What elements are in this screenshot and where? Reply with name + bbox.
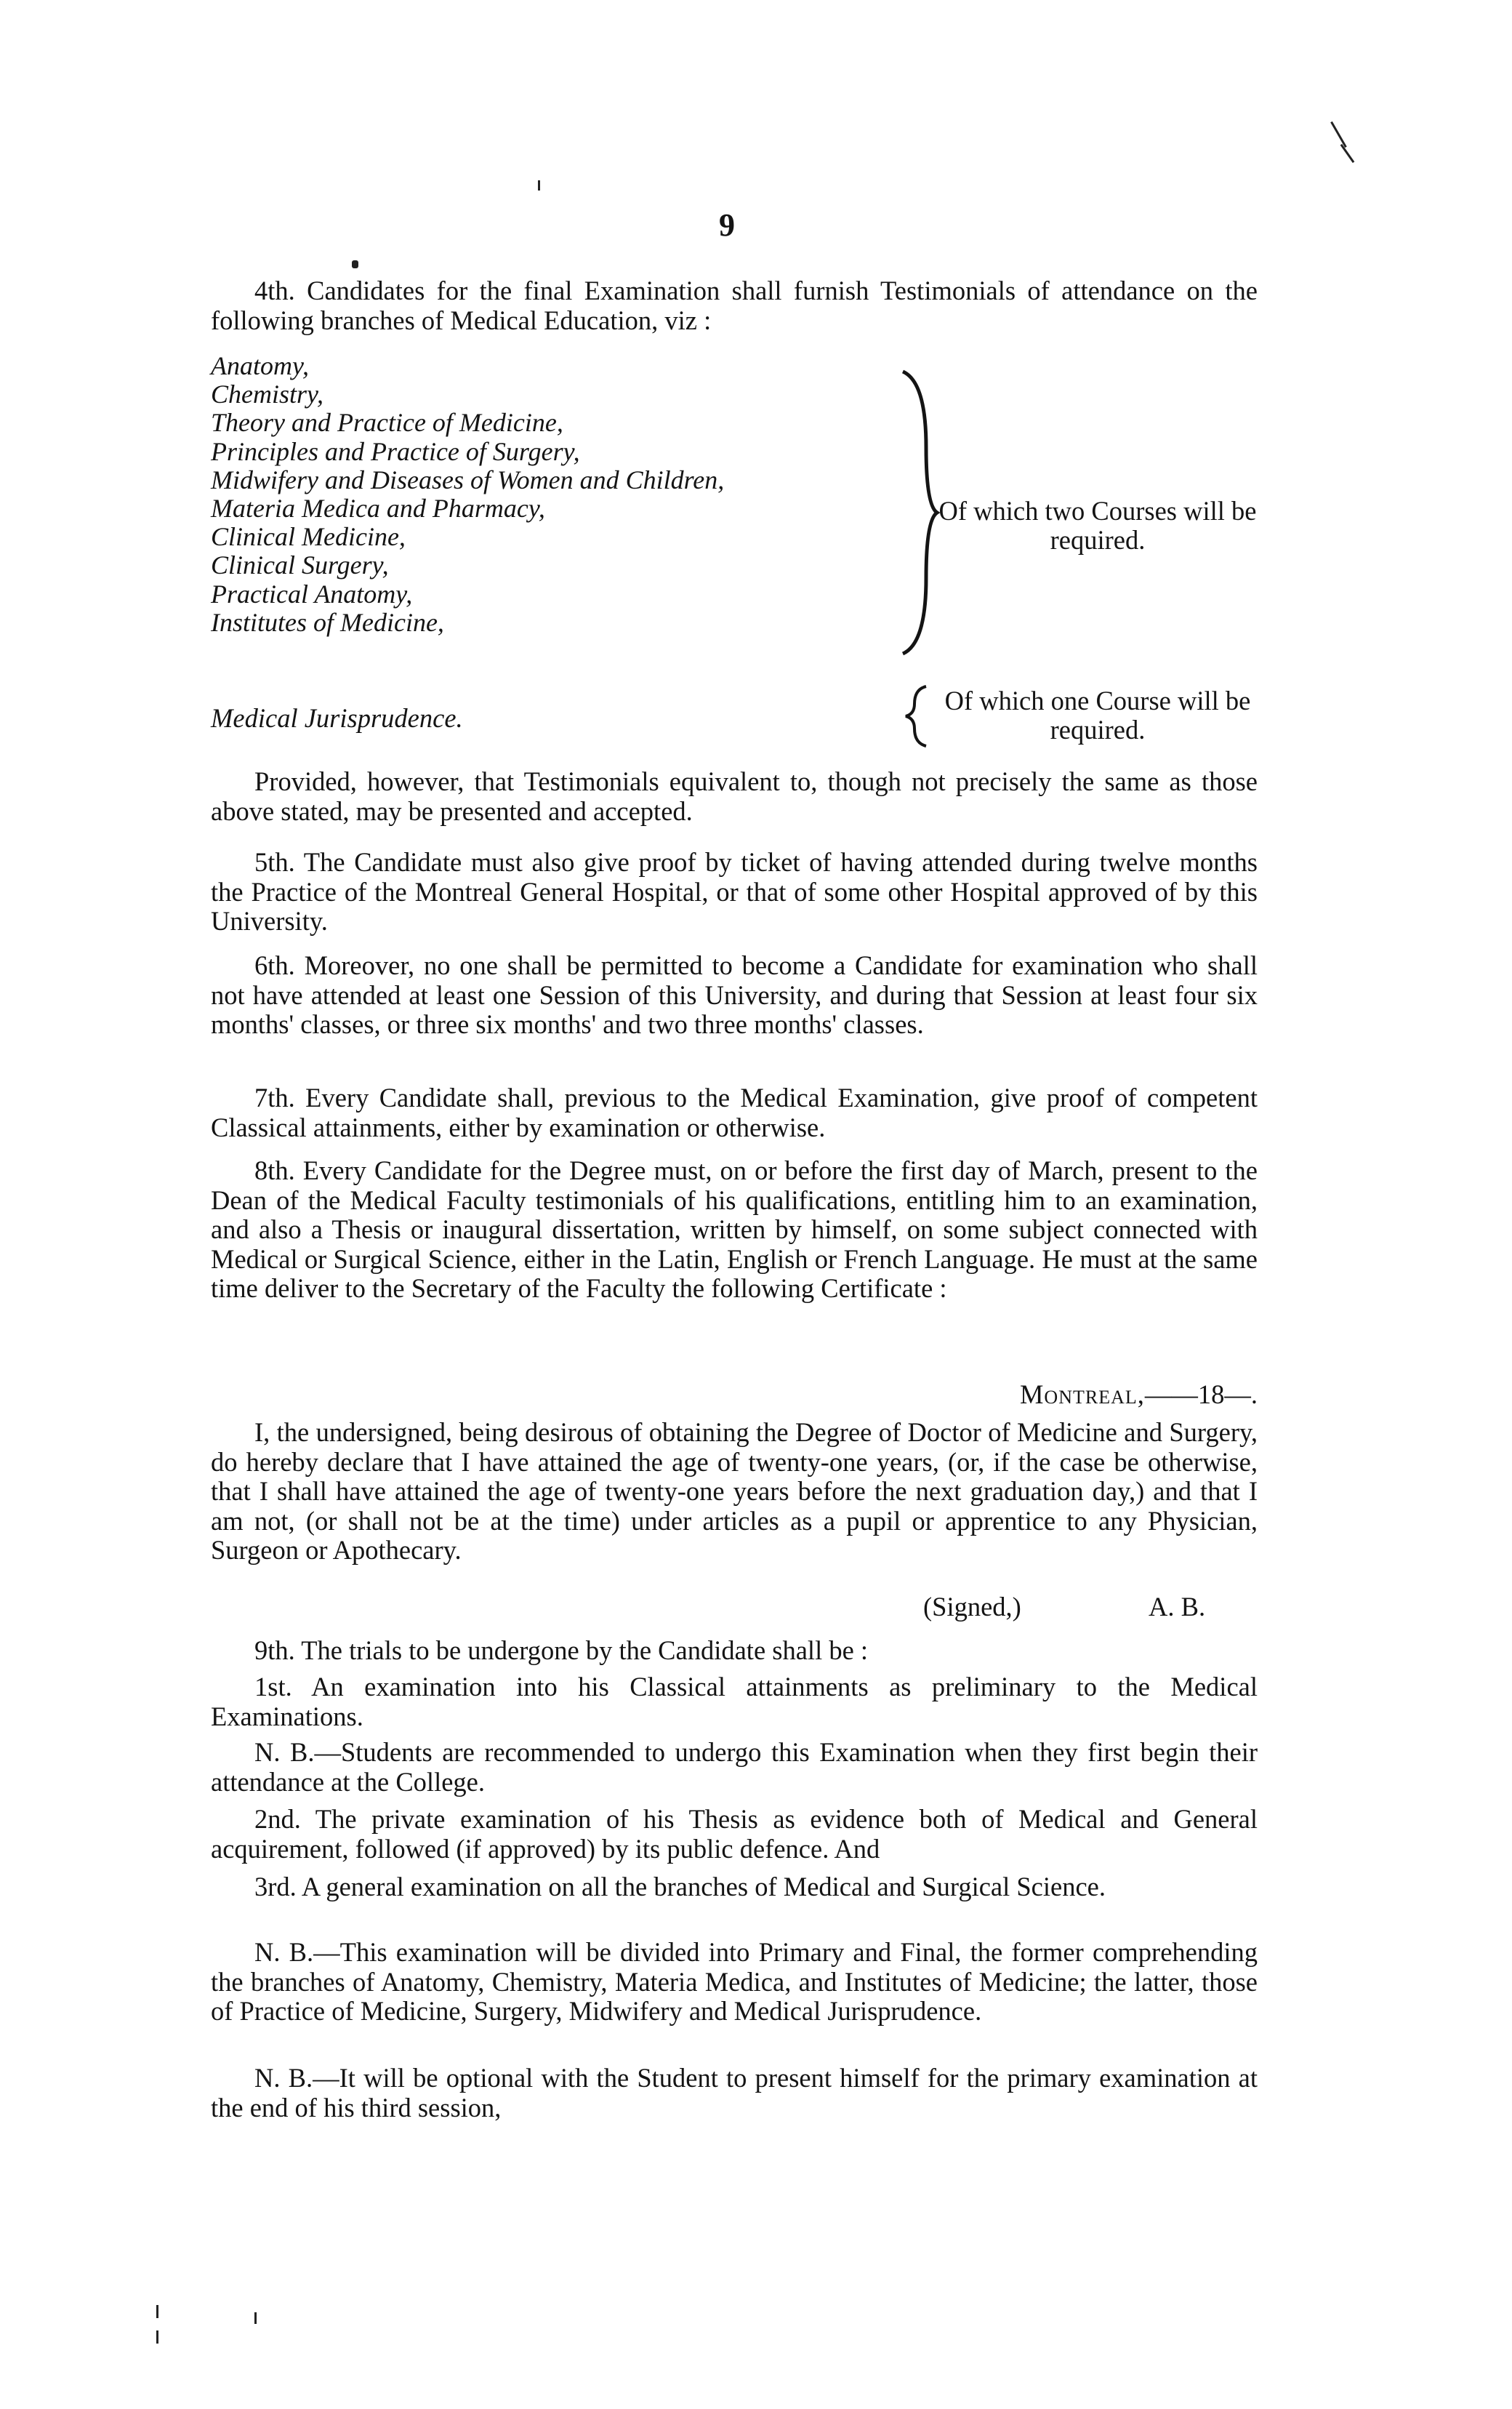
paragraph-8th-text: 8th. Every Candidate for the Degree must, on or before the first day of March, present to the Dean of the Medical Faculty testimonials of his qualifications, entitling him to an examination, and also a Thesis or inaugural dissertation, written by himself, on some subject connected with Medical or Surgical Science, either in the Latin, English or French Language. He must at the same time deliver to the Secretary of the Faculty the following Certificate : [211,1155,1258,1303]
paragraph-4th [211,276,1258,335]
medical-jurisprudence: Medical Jurisprudence. [211,703,463,733]
paragraph-7th [211,1083,1258,1142]
stray-mark [1340,144,1355,163]
paragraph-4th-text: 4th. Candidates for the final Examination shall furnish Testimonials of attendance on the following branches of Medical Education, viz : [211,276,1258,335]
subject-item: Theory and Practice of Medicine, [211,408,563,438]
subject-item: Practical Anatomy, [211,579,413,609]
trial-2nd [211,1805,1258,1864]
stray-mark [538,180,540,191]
stray-mark [352,260,358,268]
note-nb-3-text: N. B.—It will be optional with the Student to present himself for the primary examination at the end of his third session, [211,2063,1258,2123]
subject-item: Clinical Surgery, [211,550,389,580]
subject-item: Clinical Medicine, [211,522,406,552]
paragraph-6th-text: 6th. Moreover, no one shall be permitted to become a Candidate for examination who shall not have attended at least one Session of this University, and during that Session at least four six months' classes, or three six months' and two three months' classes. [211,950,1258,1039]
note-nb-1 [211,1738,1258,1797]
note-two-courses: Of which two Courses will be required. [938,496,1257,555]
paragraph-provided [211,767,1258,826]
note-nb-2 [211,1938,1258,2027]
certificate-date: ——18—. [1144,1379,1258,1409]
paragraph-9th-text: 9th. The trials to be undergone by the Candidate shall be : [254,1635,869,1665]
subject-item: Principles and Practice of Surgery, [211,436,580,466]
note-nb-2-text: N. B.—This examination will be divided into Primary and Final, the former comprehending the branches of Anatomy, Chemistry, Materia Medica, and Institutes of Medicine; the latter, those of Practice of Medicine, Surgery, Midwifery and Medical Jurisprudence. [211,1937,1258,2026]
stray-mark [1330,121,1347,148]
trial-3rd [211,1872,1258,1902]
subject-item: Chemistry, [211,380,324,409]
certificate-dateline [872,1380,1258,1410]
signed-label: (Signed,) [923,1592,1021,1622]
subject-item: Institutes of Medicine, [211,607,444,637]
signed-name: A. B. [1149,1592,1206,1622]
certificate-text [211,1418,1258,1566]
paragraph-5th [211,848,1258,937]
note-nb-1-text: N. B.—Students are recommended to undergo this Examination when they first begin their attendance at the College. [211,1737,1258,1797]
trial-1st-text: 1st. An examination into his Classical attainments as preliminary to the Medical Examinations. [211,1672,1258,1731]
paragraph-5th-text: 5th. The Candidate must also give proof by ticket of having attended during twelve months the Practice of the Montreal General Hospital, or that of some other Hospital approved of by this University. [211,847,1258,936]
paragraph-6th [211,951,1258,1040]
subject-item: Materia Medica and Pharmacy, [211,494,545,524]
subject-item: Anatomy, [211,351,309,380]
page-number: 9 [719,207,735,243]
curly-brace-small [901,684,930,749]
stray-mark [254,2312,257,2324]
trial-1st [211,1672,1258,1731]
note-nb-3 [211,2064,1258,2123]
trial-2nd-text: 2nd. The private examination of his Thesis as evidence both of Medical and General acquirement, followed (if approved) by its public defence. And [211,1804,1258,1864]
trial-3rd-text: 3rd. A general examination on all the branches of Medical and Surgical Science. [254,1872,1106,1901]
paragraph-7th-text: 7th. Every Candidate shall, previous to the Medical Examination, give proof of competent Classical attainments, either by examination or otherwise. [211,1083,1258,1142]
curly-brace [897,367,941,658]
paragraph-9th [211,1636,1258,1666]
certificate-place: Montreal, [1019,1379,1145,1409]
paragraph-provided-text: Provided, however, that Testimonials equivalent to, though not precisely the same as those above stated, may be presented and accepted. [211,766,1258,826]
stray-mark [156,2330,158,2344]
stray-mark [156,2305,158,2318]
paragraph-8th [211,1156,1258,1304]
note-one-course: Of which one Course will be required. [944,686,1251,745]
subject-item: Midwifery and Diseases of Women and Children, [211,465,725,494]
certificate-body: I, the undersigned, being desirous of obtaining the Degree of Doctor of Medicine and Surgery, do hereby declare that I have attained the age of twenty-one years, (or, if the case be otherwise, that I shall have attained the age of twenty-one years before the next graduation day,) and that I am not, (or shall not be at the time) under articles as a pupil or apprentice to any Physician, Surgeon or Apothecary. [211,1417,1258,1565]
subject-list [211,352,923,637]
